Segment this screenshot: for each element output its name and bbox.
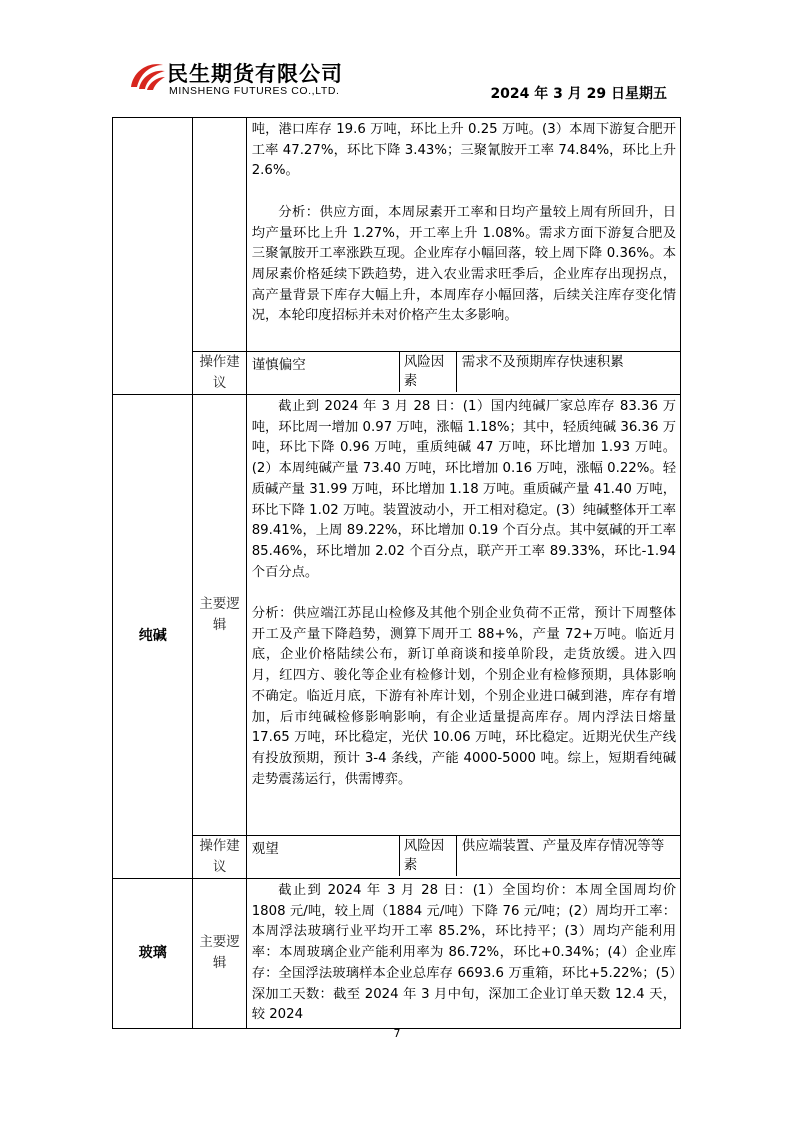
urea-risk-label: 风险因素 — [400, 352, 457, 392]
soda-logic-content — [246, 395, 680, 836]
report-date: 2024 年 3 月 29 日星期五 — [490, 86, 667, 102]
soda-op-value: 观望 — [247, 836, 400, 876]
logo-chinese-name: 民生期货有限公司 — [167, 62, 343, 86]
soda-logic-paragraph-1: 截止到 2024 年 3 月 28 日：(1）国内纯碱厂家总库存 83.36 万吨，环比周一增加 0.97 万吨，涨幅 1.18%；其中，轻质纯碱 36.36 万吨，环比下降 0.96 万吨，重质纯碱 47 万吨，环比增加 1.93 万吨。(2）本周纯碱产量 73.40 万吨，环比增加 0.16 万吨，涨幅 0.22%。轻质碱产量 31.99 万吨，环比增加 1.18 万吨。重质碱产量 41.40 万吨，环比下降 1.02 万吨。装置波动小，开工相对稳定。(3）纯碱整体开工率 89.41%，上周 89.22%，环比增加 0.19 个百分点。其中氨碱的开工率 85.46%，环比增加 2.02 个百分点，联产开工率 89.33%，环比-1.94 个百分点。 — [251, 399, 676, 580]
page-header — [0, 0, 794, 110]
logo-english-name: MINSHENG FUTURES CO.,LTD. — [169, 85, 340, 97]
urea-op-label: 操作建议 — [193, 352, 246, 395]
soda-logic-paragraph-2: 分析：供应端江苏昆山检修及其他个别企业负荷不正常，预计下周整体开工及产量下降趋势，测算下周开工 88+%，产量 72+万吨。临近月底，企业价格陆续公布，新订单商谈和接单阶段，走货放缓。进入四月，红四方、骏化等企业有检修计划，个别企业有检修预期，具体影响不确定。临近月底，下游有补库计划，个别企业进口碱到港，库存有增加，后市纯碱检修影响影响，有企业适量提高库存。周内浮法日熔量 17.65 万吨，环比稳定，光伏 10.06 万吨，环比稳定。近期光伏生产线有投放预期，预计 3-4 条线，产能 4000-5000 吨。综上，短期看纯碱走势震荡运行，供需博弈。 — [251, 606, 676, 787]
urea-risk-value: 需求不及预期库存快速积累 — [461, 354, 624, 370]
urea-logic-row — [113, 118, 681, 352]
soda-op-label: 操作建议 — [193, 836, 246, 879]
soda-logic-row — [113, 395, 681, 836]
urea-logic-paragraph-1: 吨，港口库存 19.6 万吨，环比上升 0.25 万吨。(3）本周下游复合肥开工率 47.27%，环比下降 3.43%；三聚氰胺开工率 74.84%，环比上升 2.6%。 — [251, 122, 676, 179]
glass-logic-paragraph-1: 截止到 2024 年 3 月 28 日：(1）全国均价：本周全国周均价 1808 元/吨，较上周（1884 元/吨）下降 76 元/吨；(2）周均开工率：本周浮法玻璃行业平均开工率 85.2%，环比持平；(3）周均产能利用率：本周玻璃企业产能利用率为 86.72%，环比+0.34%；(4）企业库存：全国浮法玻璃样本企业总库存 6693.6 万重箱，环比+5.22%；(5）深加工天数：截至 2024 年 3 月中旬，深加工企业订单天数 12.4 天，较 2024 — [251, 883, 676, 1023]
glass-logic-label: 主要逻辑 — [193, 879, 246, 1029]
glass-logic-row — [113, 879, 681, 1029]
soda-operation-row — [113, 836, 681, 879]
urea-op-value: 谨慎偏空 — [247, 352, 400, 392]
soda-risk-label: 风险因素 — [400, 836, 457, 876]
urea-logic-content — [246, 118, 680, 352]
glass-category: 玻璃 — [113, 879, 193, 1029]
soda-logic-label: 主要逻辑 — [193, 395, 246, 836]
urea-category-cell — [113, 118, 193, 395]
urea-operation-row — [113, 352, 681, 395]
commodity-analysis-table — [112, 117, 681, 1029]
glass-logic-content — [246, 879, 680, 1029]
urea-logic-paragraph-2: 分析：供应方面，本周尿素开工率和日均产量较上周有所回升，日均产量环比上升 1.27%，开工率上升 1.08%。需求方面下游复合肥及三聚氰胺开工率涨跌互现。企业库存小幅回落，较上周下降 0.36%。本周尿素价格延续下跌趋势，进入农业需求旺季后，企业库存出现拐点，高产量背景下库存大幅上升，本周库存小幅回落，后续关注库存变化情况，本轮印度招标并未对价格产生太多影响。 — [251, 204, 676, 324]
soda-category: 纯碱 — [113, 395, 193, 879]
company-logo — [127, 55, 367, 100]
page-number: 7 — [393, 1027, 401, 1040]
urea-logic-label-cell — [193, 118, 246, 352]
minsheng-logo-icon — [127, 57, 167, 97]
soda-risk-value: 供应端装置、产量及库存情况等等 — [461, 838, 665, 854]
